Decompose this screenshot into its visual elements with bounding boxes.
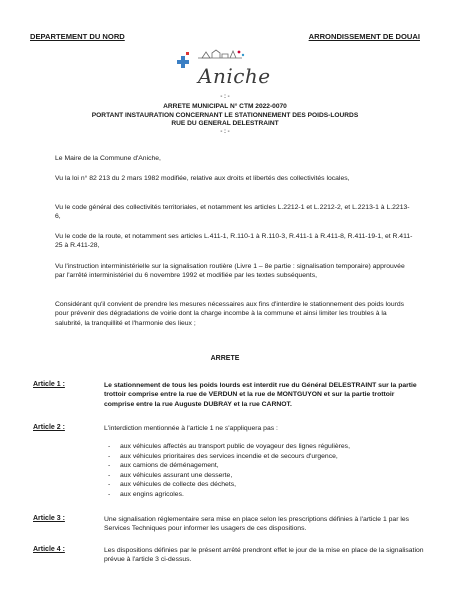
decree-street: RUE DU GENERAL DELESTRAINT xyxy=(171,120,279,127)
considerant-paragraph: Considérant qu'il convient de prendre les mesures nécessaires aux fins d'interdire le stationnement des poids lourds pour prévenir des dégradations de voirie dont la charge incombe à la commune et ainsi limiter les troubles à la salubrité, la tranquillité et l'harmonie des lieux ; xyxy=(55,301,405,327)
article-4-label: Article 4 : xyxy=(33,546,65,553)
arrondissement-header: ARRONDISSEMENT DE DOUAI xyxy=(308,32,420,41)
department-header: DEPARTEMENT DU NORD xyxy=(30,32,125,41)
title-separator-bottom: - : - xyxy=(220,129,230,135)
article-3-text: Une signalisation réglementaire sera mise en place selon les prescriptions définies à l'article 1 par les Services Techniques pour informer les usagers de ces dispositions. xyxy=(104,516,410,533)
vu-cgct-paragraph: Vu le code général des collectivités territoriales, et notamment les articles L.2212-1 et L.2212-2, et L.2213-1 à L.2213-6, xyxy=(55,204,410,221)
list-item: - aux véhicules assurant une desserte, xyxy=(106,471,426,481)
list-item: - aux véhicules prioritaires des services incendie et de secours d'urgence, xyxy=(106,452,426,462)
article-4-text: Les dispositions définies par le présent arrêté prendront effet le jour de la mise en place de la signalisation prévue à l'article 3 ci-dessus. xyxy=(104,547,424,564)
mayor-line: Le Maire de la Commune d'Aniche, xyxy=(55,155,161,162)
decree-number: ARRETE MUNICIPAL N° CTM 2022-0070 xyxy=(163,103,287,110)
article-2-label: Article 2 : xyxy=(33,424,65,431)
article-2-text: L'interdiction mentionnée à l'article 1 ne s'appliquera pas : xyxy=(104,425,278,432)
decree-subject: PORTANT INSTAURATION CONCERNANT LE STATIONNEMENT DES POIDS-LOURDS xyxy=(91,111,359,119)
vu-code-route-paragraph: Vu le code de la route, et notamment ses articles L.411-1, R.110-1 à R.110-3, R.411-1 à R.411-8, R.411-19-1, et R.411-25 à R.411-28, xyxy=(55,233,413,250)
list-item: - aux camions de déménagement, xyxy=(106,461,426,471)
vu-loi-paragraph: Vu la loi n° 82 213 du 2 mars 1982 modifiée, relative aux droits et libertés des collectivités locales, xyxy=(55,175,350,182)
article-1-label: Article 1 : xyxy=(33,381,65,388)
article-1-text: Le stationnement de tous les poids lourds est interdit rue du Général DELESTRAINT sur la partie trottoir comprise entre la rue de VERDUN et la rue de MONTGUYON et sur la partie trottoir comprise entre la rue Auguste DUBRAY et la rue CARNOT. xyxy=(104,382,417,408)
list-item: - aux véhicules affectés au transport public de voyageur des lignes régulières, xyxy=(106,442,426,452)
article-3-label: Article 3 : xyxy=(33,515,65,522)
title-separator-top: - : - xyxy=(220,94,230,100)
list-item: - aux véhicules de collecte des déchets, xyxy=(106,480,426,490)
list-item: - aux engins agricoles. xyxy=(106,490,426,500)
vu-instruction-paragraph: Vu l'instruction interministérielle sur la signalisation routière (Livre 1 – 8e partie : signalisation temporaire) approuvée par l'arrêté interministériel du 6 novembre 1992 et modifiée par les textes subséquents, xyxy=(55,263,405,280)
arrete-heading: ARRETE xyxy=(210,355,240,362)
article-2-exceptions xyxy=(106,442,426,500)
logo-text: Aniche xyxy=(198,64,271,88)
